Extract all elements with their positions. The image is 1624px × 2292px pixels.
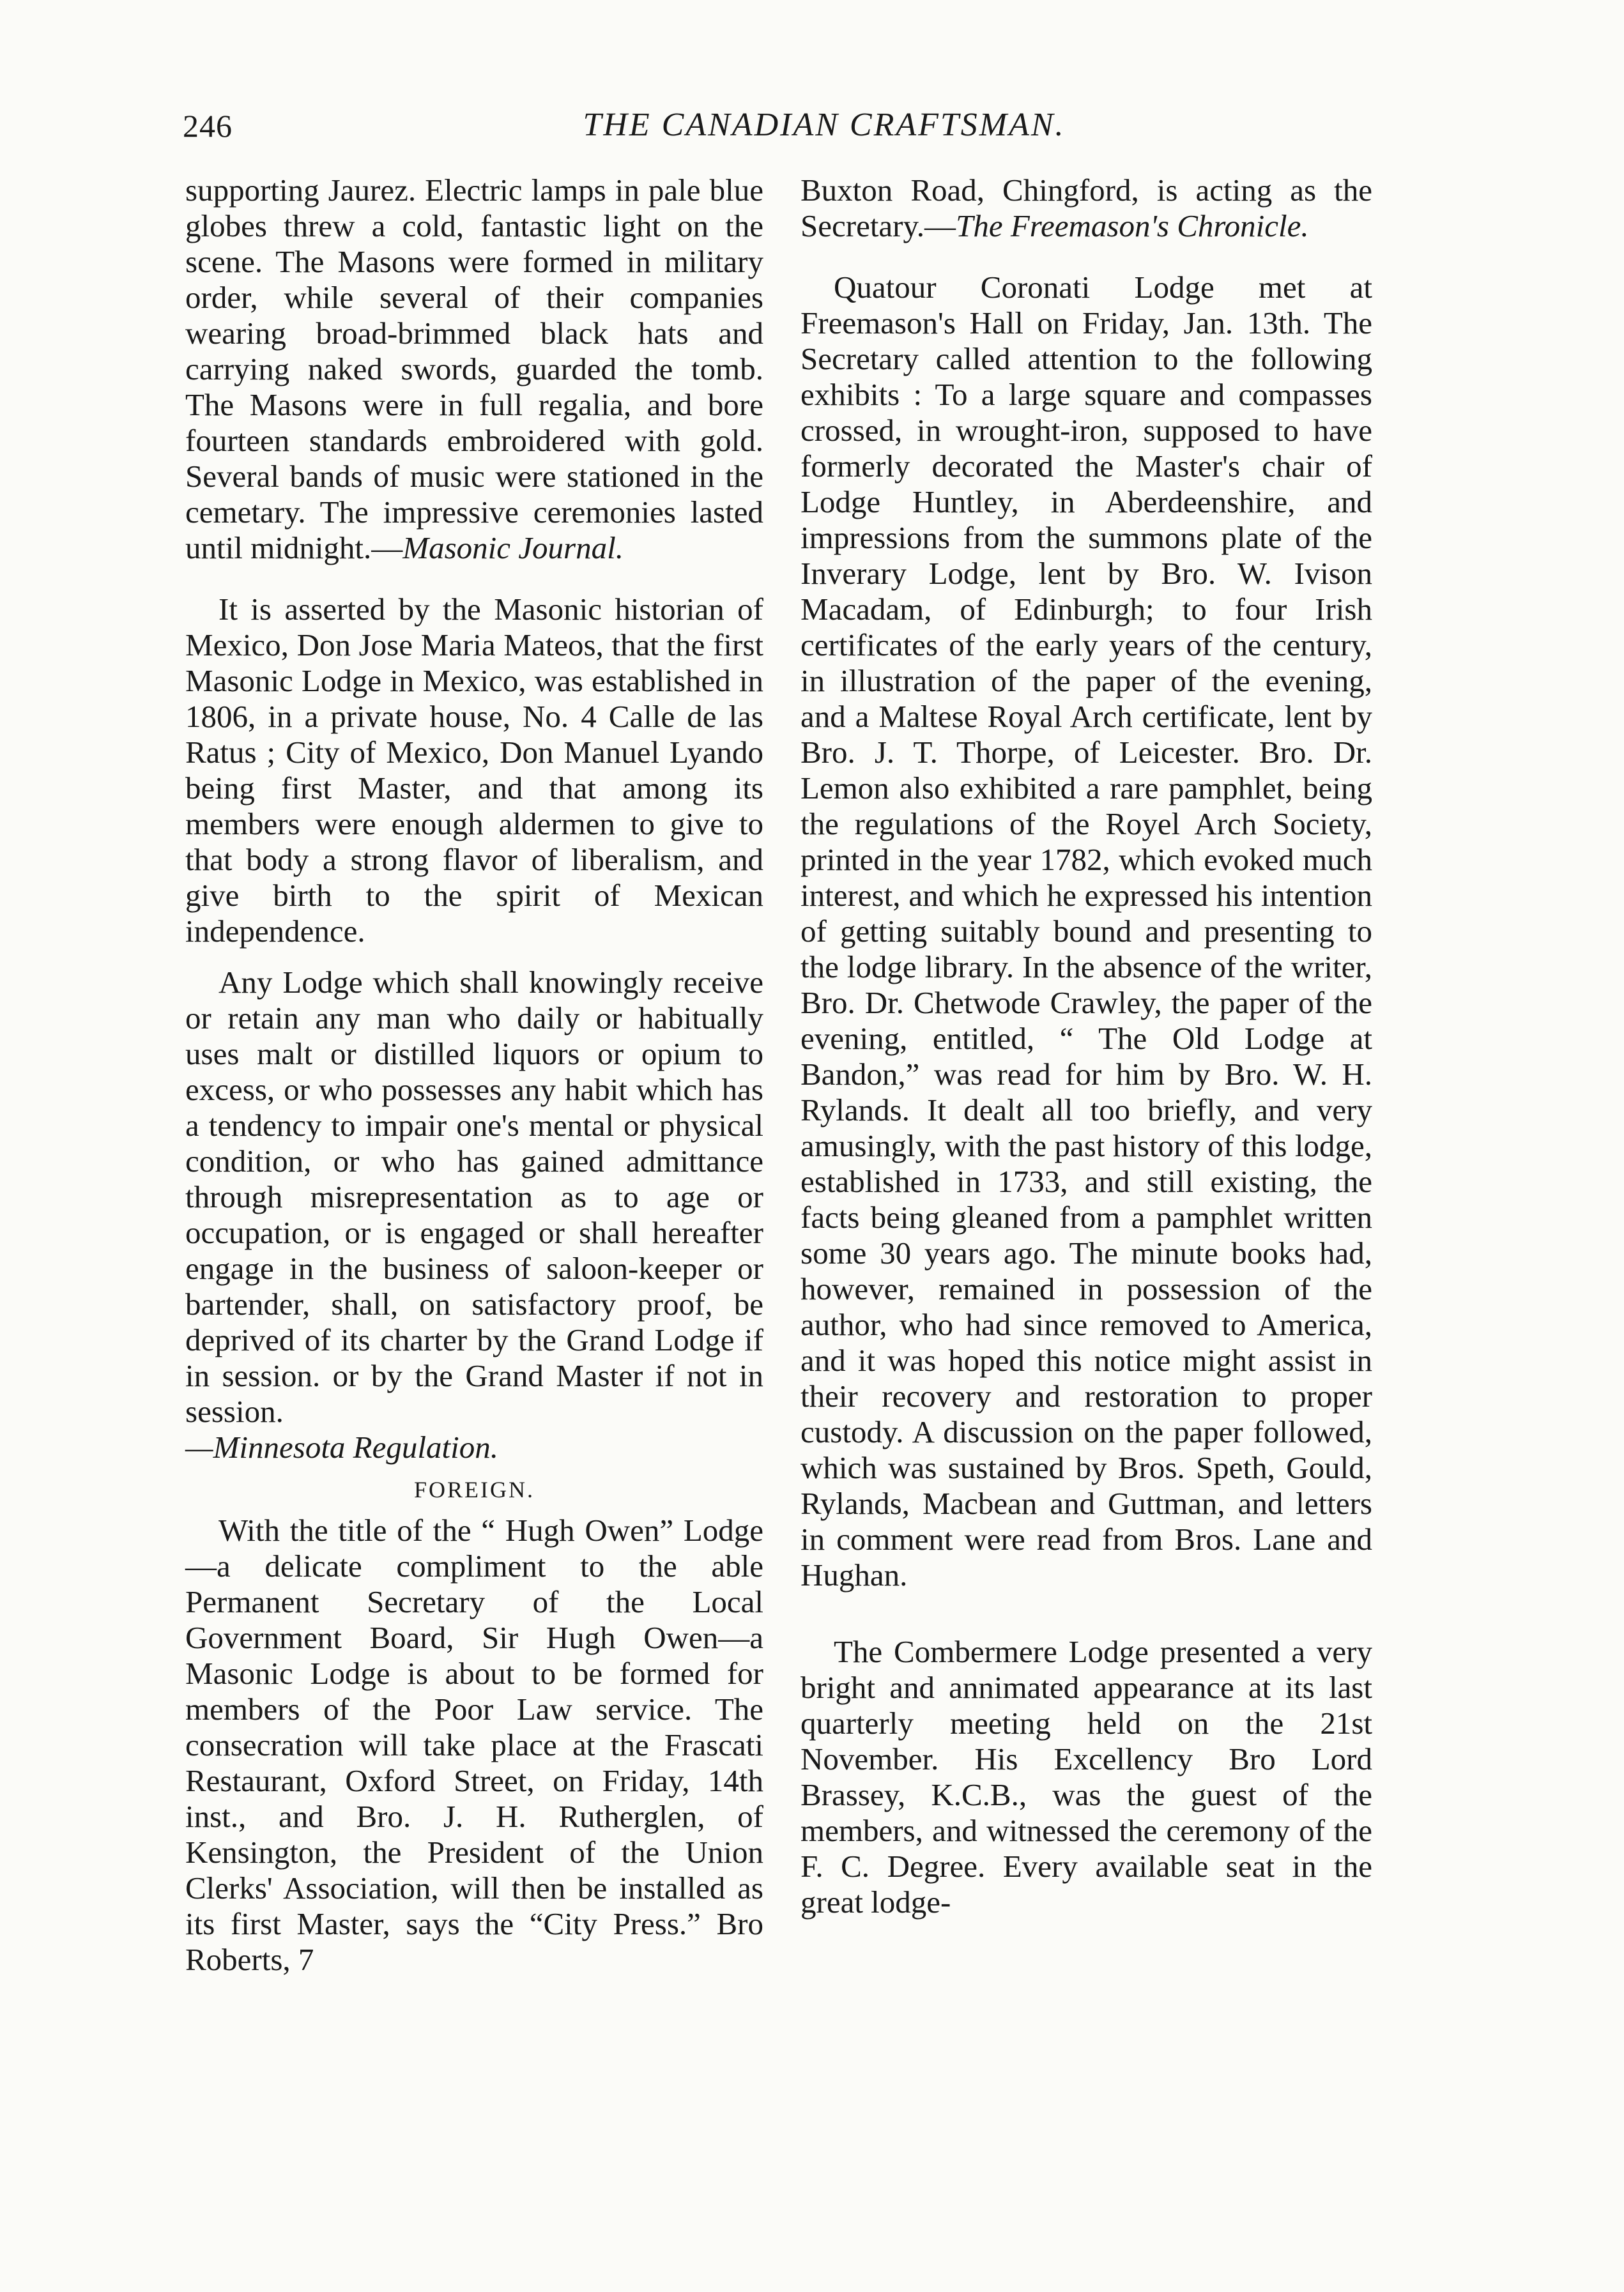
paragraph-hugh-owen-lodge: With the title of the “ Hugh Owen” Lodge—a delicate compliment to the able Permanent Secretary of the Local Government Board, Sir Hugh Owen—a Masonic Lodge is about to be formed for members of the Poor Law service. The consecration will take place at the Frascati Restaurant, Oxford Street, on Friday, 14th inst., and Bro. J. H. Rutherglen, of Kensington, the President of the Union Clerks' Association, will then be installed as its first Master, says the “City Press.” Bro Roberts, 7: [185, 1513, 763, 1977]
left-column: [185, 172, 763, 1978]
page-number: 246: [183, 108, 233, 144]
running-head: THE CANADIAN CRAFTSMAN.: [583, 107, 1066, 143]
paragraph-text: supporting Jaurez. Electric lamps in pale blue globes threw a cold, fantastic light on the scene. The Masons were formed in military order, while several of their companies wearing broad-brimmed black hats and carrying naked swords, guarded the tomb. The Masons were in full regalia, and bore fourteen standards embroidered with gold. Several bands of music were stationed in the cemetary. The impressive ceremonies lasted until midnight.—: [185, 172, 763, 565]
paragraph-quatour-coronati: Quatour Coronati Lodge met at Freemason's Hall on Friday, Jan. 13th. The Secretary called attention to the following exhibits : To a large square and compasses crossed, in wrought-iron, supposed to have formerly decorated the Master's chair of Lodge Huntley, in Aberdeenshire, and impressions from the summons plate of the Inverary Lodge, lent by Bro. W. Ivison Macadam, of Edinburgh; to four Irish certificates of the early years of the century, in illustration of the paper of the evening, and a Maltese Royal Arch certificate, lent by Bro. J. T. Thorpe, of Leicester. Bro. Dr. Lemon also exhibited a rare pamphlet, being the regulations of the Royel Arch Society, printed in the year 1782, which evoked much interest, and which he expressed his intention of getting suitably bound and presenting to the lodge library. In the absence of the writer, Bro. Dr. Chetwode Crawley, the paper of the evening, entitled, “ The Old Lodge at Bandon,” was read for him by Bro. W. H. Rylands. It dealt all too briefly, and very amusingly, with the past history of this lodge, established in 1733, and still existing, the facts being gleaned from a pamphlet written some 30 years ago. The minute books had, however, remained in possession of the author, who had since removed to America, and it was hoped this notice might assist in their recovery and restoration to proper custody. A discussion on the paper followed, which was sustained by Bros. Speth, Gould, Rylands, Macbean and Guttman, and letters in comment were read from Bros. Lane and Hughan.: [801, 270, 1372, 1593]
paragraph-combermere-lodge: The Combermere Lodge presented a very bright and annimated appearance at its last quarterly meeting held on the 21st November. His Excellency Bro Lord Brassey, K.C.B., was the guest of the members, and witnessed the ceremony of the F. C. Degree. Every available seat in the great lodge-: [801, 1634, 1372, 1920]
source-citation: Masonic Journal.: [402, 530, 624, 565]
paragraph-text: Buxton Road, Chingford, is acting as the Secretary.—: [801, 172, 1372, 243]
paragraph-buxton-road: [801, 172, 1372, 244]
paragraph-lodge-regulation: [185, 965, 763, 1465]
section-heading-foreign: FOREIGN.: [413, 1477, 535, 1502]
right-column: [801, 172, 1372, 1920]
source-citation: —Minnesota Regulation.: [185, 1430, 498, 1465]
paragraph-jaurez-ceremony: [185, 172, 763, 566]
paragraph-text: Any Lodge which shall knowingly receive or retain any man who daily or habitually uses malt or distilled liquors or opium to excess, or who possesses any habit which has a tendency to impair one's mental or physical condition, or who has gained admittance through misrepresentation as to age or occupation, or is engaged or shall hereafter engage in the business of saloon-keeper or bartender, shall, on satisfactory proof, be deprived of its charter by the Grand Lodge if in session. or by the Grand Master if not in session.: [185, 965, 763, 1429]
source-citation: The Freemason's Chronicle.: [956, 208, 1309, 243]
paragraph-mexico-lodge: It is asserted by the Masonic historian of Mexico, Don Jose Maria Mateos, that the first Masonic Lodge in Mexico, was established in 1806, in a private house, No. 4 Calle de las Ratus ; City of Mexico, Don Manuel Lyando being first Master, and that among its members were enough aldermen to give to that body a strong flavor of liberalism, and give birth to the spirit of Mexican independence.: [185, 592, 763, 949]
